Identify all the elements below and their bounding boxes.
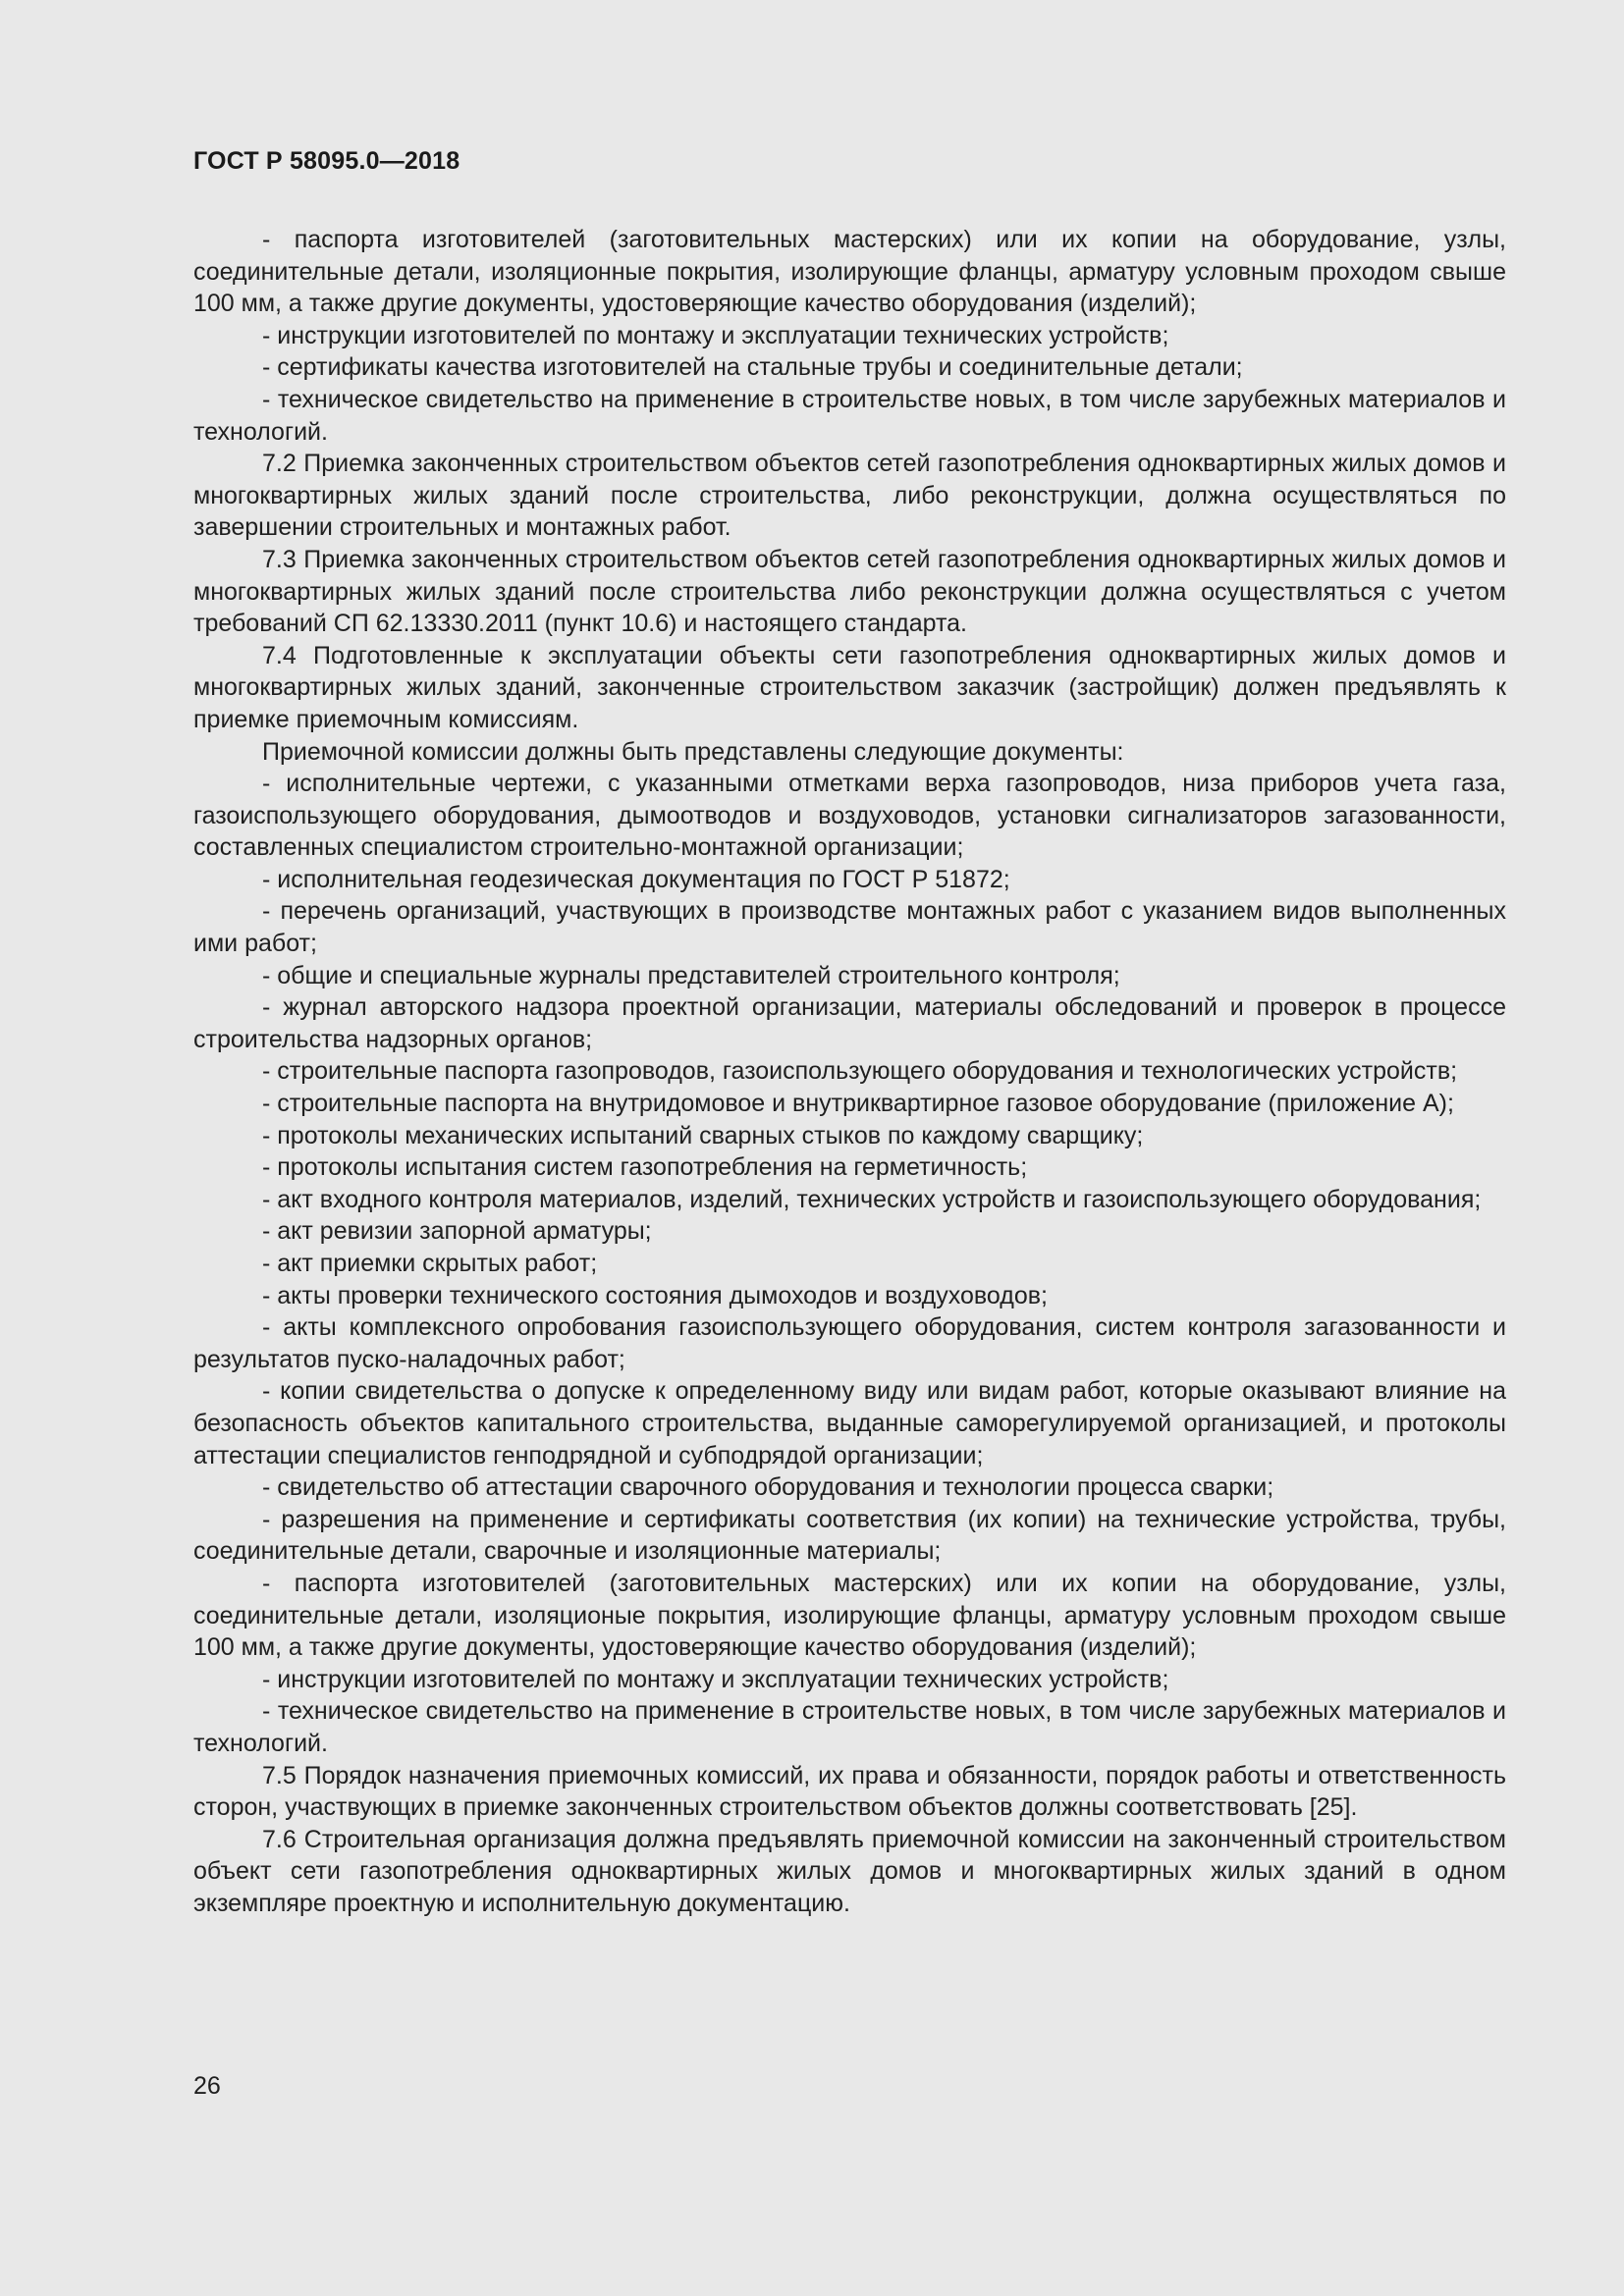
body-text bbox=[193, 224, 1506, 1919]
section-7-4: 7.4 Подготовленные к эксплуатации объекты сети газопотребления одноквартирных жилых домов и многоквартирных жилых зданий, законченные строительством заказчик (застройщик) должен предъявлять к приемке приемочным комиссиям. bbox=[193, 641, 1506, 733]
paragraph: - техническое свидетельство на применение в строительстве новых, в том числе зарубежных материалов и технологий. bbox=[193, 1697, 1506, 1757]
section-7-5: 7.5 Порядок назначения приемочных комиссий, их права и обязанности, порядок работы и ответственность сторон, участвующих в приемке законченных строительством объектов должны соответствовать [25]. bbox=[193, 1761, 1506, 1822]
paragraph: - акты комплексного опробования газоиспользующего оборудования, систем контроля загазованности и результатов пуско-наладочных работ; bbox=[193, 1313, 1506, 1373]
paragraph: - перечень организаций, участвующих в производстве монтажных работ с указанием видов выполненных ими работ; bbox=[193, 897, 1506, 958]
paragraph: - акт ревизии запорной арматуры; bbox=[262, 1217, 652, 1246]
standard-header: ГОСТ Р 58095.0—2018 bbox=[193, 147, 460, 175]
paragraph: - строительные паспорта на внутридомовое и внутриквартирное газовое оборудование (приложение А); bbox=[262, 1090, 1454, 1118]
page-number: 26 bbox=[193, 2072, 221, 2100]
paragraph: - акт входного контроля материалов, изделий, технических устройств и газоиспользующего оборудования; bbox=[262, 1185, 1482, 1213]
paragraph: - исполнительные чертежи, с указанными отметками верха газопроводов, низа приборов учета газа, газоиспользующего оборудования, дымоотводов и воздуховодов, установки сигнализаторов загазованности, составленных специалистом строительно-монтажной организации; bbox=[193, 770, 1506, 862]
paragraph: - паспорта изготовителей (заготовительных мастерских) или их копии на оборудование, узлы, соединительные детали, изоляционные покрытия, изолирующие фланцы, арматуру условным проходом свыше 100 мм, а также другие документы, удостоверяющие качество оборудования (изделий); bbox=[193, 226, 1506, 318]
paragraph: - акты проверки технического состояния дымоходов и воздуховодов; bbox=[262, 1281, 1048, 1309]
paragraph: - протоколы механических испытаний сварных стыков по каждому сварщику; bbox=[262, 1121, 1144, 1149]
paragraph: - исполнительная геодезическая документация по ГОСТ Р 51872; bbox=[262, 865, 1010, 893]
paragraph: - общие и специальные журналы представителей строительного контроля; bbox=[262, 961, 1120, 989]
section-7-3: 7.3 Приемка законченных строительством объектов сетей газопотребления одноквартирных жилых домов и многоквартирных жилых зданий после строительства либо реконструкции должна осуществляться с учетом требований СП 62.13330.2011 (пункт 10.6) и настоящего стандарта. bbox=[193, 545, 1506, 638]
paragraph: - техническое свидетельство на применение в строительстве новых, в том числе зарубежных материалов и технологий. bbox=[193, 385, 1506, 446]
section-7-2: 7.2 Приемка законченных строительством объектов сетей газопотребления одноквартирных жилых домов и многоквартирных жилых зданий после строительства, либо реконструкции, должна осуществляться по завершении строительных и монтажных работ. bbox=[193, 450, 1506, 542]
paragraph: - сертификаты качества изготовителей на стальные трубы и соединительные детали; bbox=[262, 353, 1243, 382]
paragraph: - паспорта изготовителей (заготовительных мастерских) или их копии на оборудование, узлы, соединительные детали, изоляционые покрытия, изолирующие фланцы, арматуру условным проходом свыше 100 мм, а также другие документы, удостоверяющие качество оборудования (изделий); bbox=[193, 1569, 1506, 1662]
section-7-6: 7.6 Строительная организация должна предъявлять приемочной комиссии на законченный строительством объект сети газопотребления одноквартирных жилых домов и многоквартирных жилых зданий в одном экземпляре проектную и исполнительную документацию. bbox=[193, 1825, 1506, 1917]
paragraph: Приемочной комиссии должны быть представлены следующие документы: bbox=[262, 737, 1124, 766]
paragraph: - инструкции изготовителей по монтажу и эксплуатации технических устройств; bbox=[262, 321, 1169, 349]
paragraph: - инструкции изготовителей по монтажу и эксплуатации технических устройств; bbox=[262, 1665, 1169, 1693]
paragraph: - строительные паспорта газопроводов, газоиспользующего оборудования и технологических устройств; bbox=[262, 1057, 1458, 1086]
paragraph: - копии свидетельства о допуске к определенному виду или видам работ, которые оказывают влияние на безопасность объектов капитального строительства, выданные саморегулируемой организацией, и протоколы аттестации специалистов генподрядной и субподрядой организации; bbox=[193, 1377, 1506, 1469]
paragraph: - разрешения на применение и сертификаты соответствия (их копии) на технические устройства, трубы, соединительные детали, сварочные и изоляционные материалы; bbox=[193, 1505, 1506, 1566]
paragraph: - свидетельство об аттестации сварочного оборудования и технологии процесса сварки; bbox=[262, 1473, 1274, 1502]
paragraph: - журнал авторского надзора проектной организации, материалы обследований и проверок в процессе строительства надзорных органов; bbox=[193, 993, 1506, 1053]
paragraph: - акт приемки скрытых работ; bbox=[262, 1250, 598, 1277]
paragraph: - протоколы испытания систем газопотребления на герметичность; bbox=[262, 1153, 1028, 1182]
